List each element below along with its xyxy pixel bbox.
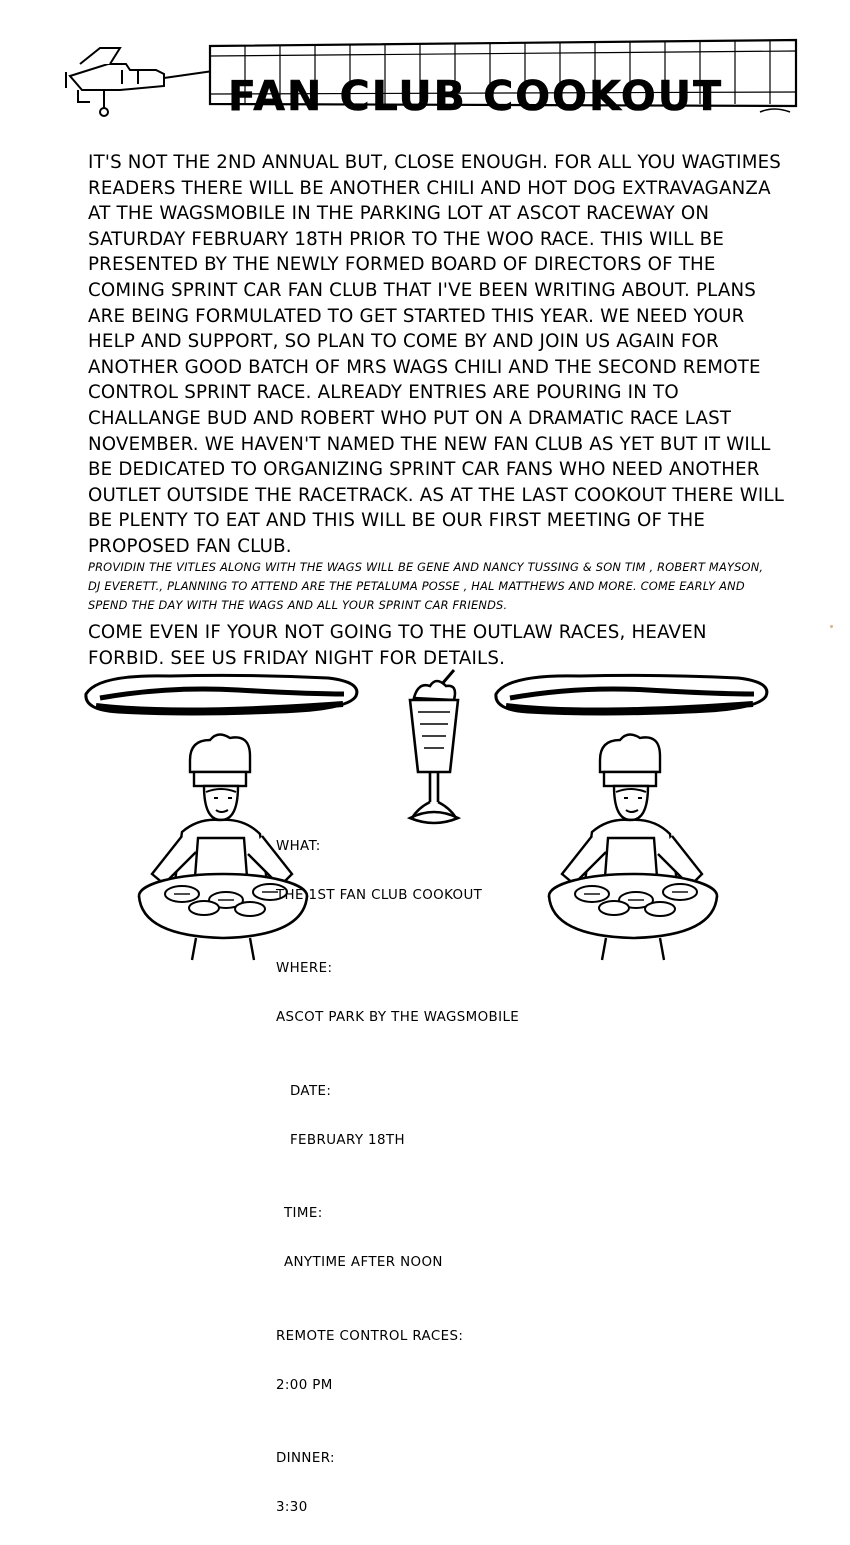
time-label: TIME: xyxy=(284,1206,323,1221)
races-value: 2:00 PM xyxy=(276,1378,333,1393)
date-value: FEBRUARY 18TH xyxy=(290,1133,405,1148)
where-value: ASCOT PARK BY THE WAGSMOBILE xyxy=(276,1010,519,1025)
detail-row-races xyxy=(248,1300,578,1423)
detail-row-time xyxy=(248,1178,578,1301)
handwritten-note xyxy=(88,558,768,615)
detail-row-what xyxy=(248,810,578,933)
body-text xyxy=(88,150,788,560)
scan-speck xyxy=(830,625,833,628)
page-title: FAN CLUB COOKOUT xyxy=(228,74,848,118)
closing-text xyxy=(88,620,788,671)
detail-row-where xyxy=(248,933,578,1056)
detail-row-dinner xyxy=(248,1423,578,1545)
date-label: DATE: xyxy=(290,1084,331,1099)
time-value: ANYTIME AFTER NOON xyxy=(284,1255,443,1270)
what-label: WHAT: xyxy=(276,839,321,854)
handwritten-note-text: PROVIDIN THE VITLES ALONG WITH THE WAGS WILL BE GENE AND NANCY TUSSING & SON TIM , ROBERT MAYSON, DJ EVERETT., PLANNING TO ATTEND ARE THE PETALUMA POSSE , HAL MATTHEWS AND MORE. COME EARLY AND SPEND THE DAY WITH THE WAGS AND ALL YOUR SPRINT CAR FRIENDS. xyxy=(88,558,768,615)
detail-row-date xyxy=(248,1055,578,1178)
banner xyxy=(60,34,800,114)
dinner-label: DINNER: xyxy=(276,1451,335,1466)
races-label: REMOTE CONTROL RACES: xyxy=(276,1329,463,1344)
body-paragraph: IT'S NOT THE 2ND ANNUAL BUT, CLOSE ENOUGH. FOR ALL YOU WAGTIMES READERS THERE WILL BE ANOTHER CHILI AND HOT DOG EXTRAVAGANZA AT THE WAGSMOBILE IN THE PARKING LOT AT ASCOT RACEWAY ON SATURDAY FEBRUARY 18TH PRIOR TO THE WOO RACE. THIS WILL BE PRESENTED BY THE NEWLY FORMED BOARD OF DIRECTORS OF THE COMING SPRINT CAR FAN CLUB THAT I'VE BEEN WRITING ABOUT. PLANS ARE BEING FORMULATED TO GET STARTED THIS YEAR. WE NEED YOUR HELP AND SUPPORT, SO PLAN TO COME BY AND JOIN US AGAIN FOR ANOTHER GOOD BATCH OF MRS WAGS CHILI AND THE SECOND REMOTE CONTROL SPRINT RACE. ALREADY ENTRIES ARE POURING IN TO CHALLANGE BUD AND ROBERT WHO PUT ON A DRAMATIC RACE LAST NOVEMBER. WE HAVEN'T NAMED THE NEW FAN CLUB AS YET BUT IT WILL BE DEDICATED TO ORGANIZING SPRINT CAR FANS WHO NEED ANOTHER OUTLET OUTSIDE THE RACETRACK. AS AT THE LAST COOKOUT THERE WILL BE PLENTY TO EAT AND THIS WILL BE OUR FIRST MEETING OF THE PROPOSED FAN CLUB. xyxy=(88,150,788,560)
dinner-value: 3:30 xyxy=(276,1500,308,1515)
center-illustration xyxy=(388,668,468,828)
what-value: THE 1ST FAN CLUB COOKOUT xyxy=(276,888,482,903)
hot-dog-icon xyxy=(86,675,357,714)
where-label: WHERE: xyxy=(276,961,332,976)
closing-paragraph: COME EVEN IF YOUR NOT GOING TO THE OUTLAW RACES, HEAVEN FORBID. SEE US FRIDAY NIGHT FOR DETAILS. xyxy=(88,620,788,671)
hot-dog-icon xyxy=(496,675,767,714)
event-details xyxy=(248,810,578,1545)
